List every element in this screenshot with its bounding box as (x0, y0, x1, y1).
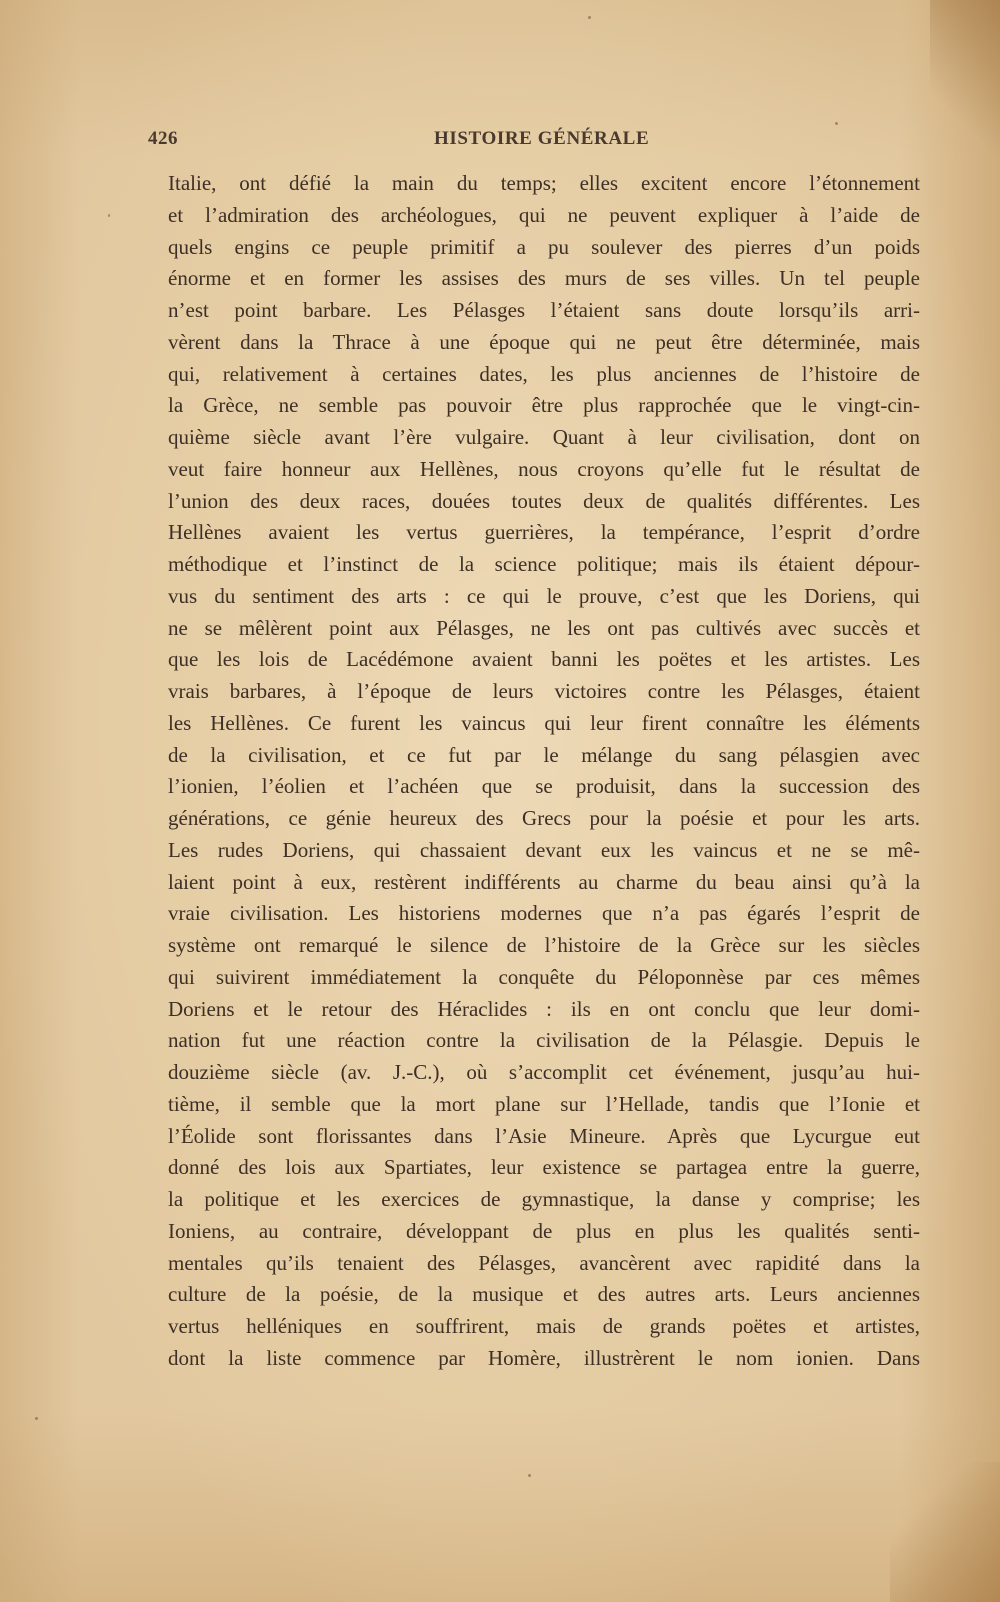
running-title: HISTOIRE GÉNÉRALE (434, 128, 650, 149)
text-line: vus du sentiment des arts : ce qui le prouve, c’est que les Doriens, qui (168, 583, 920, 608)
paper-speck (588, 16, 591, 19)
text-line: la Grèce, ne semble pas pouvoir être plus rapprochée que le vingt-cin- (168, 393, 920, 418)
text-line: laient point à eux, restèrent indifférents au charme du beau ainsi qu’à la (168, 869, 920, 894)
text-line: qui, relativement à certaines dates, les plus anciennes de l’histoire de (168, 361, 920, 386)
text-line: les Hellènes. Ce furent les vaincus qui leur firent connaître les éléments (168, 710, 920, 735)
text-line: de la civilisation, et ce fut par le mélange du sang pélasgien avec (168, 742, 920, 767)
text-line: nation fut une réaction contre la civilisation de la Pélasgie. Depuis le (168, 1028, 920, 1053)
text-line: veut faire honneur aux Hellènes, nous croyons qu’elle fut le résultat de (168, 456, 920, 481)
text-line: la politique et les exercices de gymnastique, la danse y comprise; les (168, 1187, 920, 1211)
page-corner-shading (930, 0, 1000, 160)
body-text (168, 168, 920, 1375)
paper-speck (35, 1417, 38, 1420)
text-line: énorme et en former les assises des murs de ses villes. Un tel peuple (168, 266, 920, 291)
text-line: l’ionien, l’éolien et l’achéen que se produisit, dans la succession des (168, 774, 920, 799)
text-line: vrais barbares, à l’époque de leurs victoires contre les Pélasges, étaient (168, 679, 920, 703)
text-line: l’union des deux races, douées toutes deux de qualités différentes. Les (168, 488, 920, 513)
text-line: Ioniens, au contraire, développant de plus en plus les qualités senti- (168, 1218, 920, 1243)
text-line: quième siècle avant l’ère vulgaire. Quant à leur civilisation, dont on (168, 425, 920, 449)
paper-speck (108, 214, 110, 217)
text-line: Doriens et le retour des Héraclides : ils en ont conclu que leur domi- (168, 996, 920, 1021)
text-line: tième, il semble que la mort plane sur l’Hellade, tandis que l’Ionie et (168, 1091, 920, 1116)
text-line: Hellènes avaient les vertus guerrières, la tempérance, l’esprit d’ordre (168, 520, 920, 545)
text-line: culture de la poésie, de la musique et des autres arts. Leurs anciennes (168, 1282, 920, 1307)
text-line: qui suivirent immédiatement la conquête du Péloponnèse par ces mêmes (168, 964, 920, 989)
text-line: ne se mêlèrent point aux Pélasges, ne les ont pas cultivés avec succès et (168, 615, 920, 640)
page-corner-shading-bottom (890, 1462, 1000, 1602)
page-number: 426 (148, 128, 178, 149)
running-head (148, 128, 918, 154)
text-line: donné des lois aux Spartiates, leur existence se partagea entre la guerre, (168, 1155, 920, 1180)
text-line: mentales qu’ils tenaient des Pélasges, avancèrent avec rapidité dans la (168, 1250, 920, 1275)
text-line: vertus helléniques en souffrirent, mais de grands poëtes et artistes, (168, 1314, 920, 1338)
text-line: que les lois de Lacédémone avaient banni les poëtes et les artistes. Les (168, 647, 920, 672)
text-line: l’Éolide sont florissantes dans l’Asie Mineure. Après que Lycurgue eut (168, 1123, 920, 1148)
text-line: dont la liste commence par Homère, illustrèrent le nom ionien. Dans (168, 1345, 920, 1370)
text-line: douzième siècle (av. J.-C.), où s’accomplit cet événement, jusqu’au hui- (168, 1060, 920, 1084)
text-line: générations, ce génie heureux des Grecs pour la poésie et pour les arts. (168, 806, 920, 830)
text-line: vraie civilisation. Les historiens modernes que n’a pas égarés l’esprit de (168, 901, 920, 926)
text-line: vèrent dans la Thrace à une époque qui ne peut être déterminée, mais (168, 329, 920, 354)
text-line: n’est point barbare. Les Pélasges l’étaient sans doute lorsqu’ils arri- (168, 298, 920, 322)
text-line: Les rudes Doriens, qui chassaient devant eux les vaincus et ne se mê- (168, 837, 920, 862)
paper-speck (835, 122, 838, 125)
text-line: méthodique et l’instinct de la science politique; mais ils étaient dépour- (168, 552, 920, 576)
text-line: système ont remarqué le silence de l’histoire de la Grèce sur les siècles (168, 933, 920, 957)
text-line: quels engins ce peuple primitif a pu soulever des pierres d’un poids (168, 234, 920, 259)
text-line: et l’admiration des archéologues, qui ne peuvent expliquer à l’aide de (168, 202, 920, 227)
text-line: Italie, ont défié la main du temps; elles excitent encore l’étonnement (168, 171, 920, 195)
paper-speck (528, 1474, 531, 1477)
